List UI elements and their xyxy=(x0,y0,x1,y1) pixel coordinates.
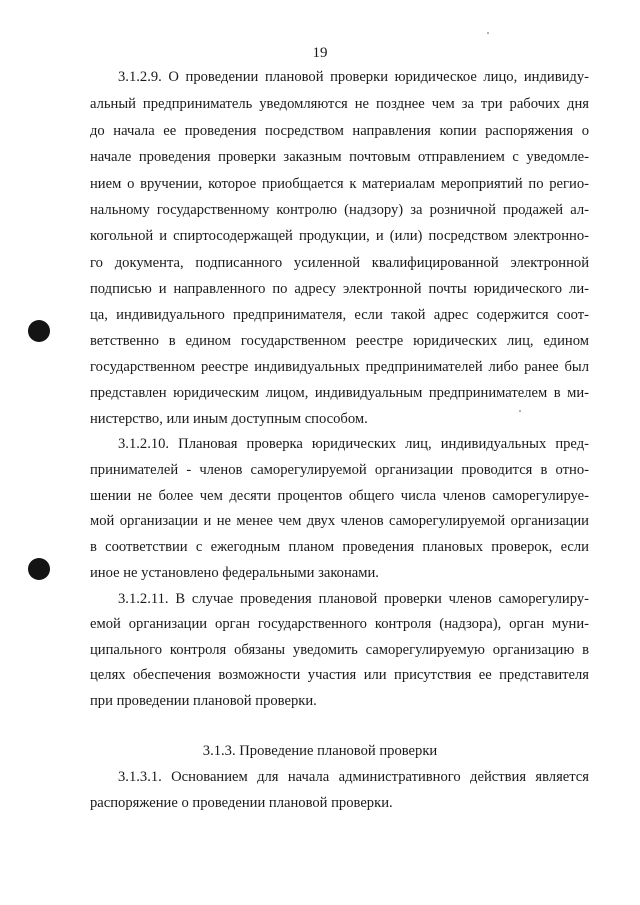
paragraph-line: го документа, подписанного усиленной квалифицированной электронной xyxy=(90,255,589,271)
paragraph-line: государственном реестре индивидуальных предпринимателей либо ранее был xyxy=(90,359,589,375)
paragraph-line: шении не более чем десяти процентов общего числа членов саморегулируе- xyxy=(90,488,589,504)
section-heading: 3.1.3. Проведение плановой проверки xyxy=(202,743,438,759)
paragraph-line: начале проведения проверки заказным почтовым отправлением с уведомле- xyxy=(90,149,589,165)
paragraph-line: мой организации и не менее чем двух членов саморегулируемой организации xyxy=(90,513,589,529)
scan-speck xyxy=(487,32,489,34)
paragraph-line: ципального контроля обязаны уведомить саморегулируемую организацию в xyxy=(90,642,589,658)
paragraph-line: иное не установлено федеральными законами. xyxy=(90,565,379,581)
paragraph-line: принимателей - членов саморегулируемой организации проводится в отно- xyxy=(90,462,589,478)
paragraph-line: ветственно в едином государственном реестре юридических лиц, едином xyxy=(90,333,589,349)
paragraph-line: ца, индивидуального предпринимателя, если такой адрес содержится соот- xyxy=(90,307,589,323)
paragraph-line: до начала ее проведения посредством направления копии распоряжения о xyxy=(90,123,589,139)
paragraph-line: альный предприниматель уведомляются не позднее чем за три рабочих дня xyxy=(90,96,589,112)
page-number: 19 xyxy=(312,45,328,61)
punch-hole-bottom xyxy=(28,558,50,580)
paragraph-line: в соответствии с ежегодным планом проведения плановых проверок, если xyxy=(90,539,589,555)
punch-hole-top xyxy=(28,320,50,342)
paragraph-line: 3.1.2.9. О проведении плановой проверки юридическое лицо, индивиду- xyxy=(118,69,589,85)
paragraph-line: 3.1.2.10. Плановая проверка юридических лиц, индивидуальных пред- xyxy=(118,436,589,452)
paragraph-line: целях обеспечения возможности участия или присутствия ее представителя xyxy=(90,667,589,683)
paragraph-line: распоряжение о проведении плановой проверки. xyxy=(90,795,393,811)
paragraph-line: 3.1.2.11. В случае проведения плановой проверки членов саморегулиру- xyxy=(118,591,589,607)
paragraph-line: 3.1.3.1. Основанием для начала административного действия является xyxy=(118,769,589,785)
paragraph-line: емой организации орган государственного контроля (надзора), орган муни- xyxy=(90,616,589,632)
paragraph-line: нистерство, или иным доступным способом. xyxy=(90,411,368,427)
paragraph-line: нием о вручении, которое приобщается к материалам мероприятий по регио- xyxy=(90,176,589,192)
paragraph-line: когольной и спиртосодержащей продукции, и (или) посредством электронно- xyxy=(90,228,589,244)
paragraph-line: нальному государственному контролю (надзору) за розничной продажей ал- xyxy=(90,202,589,218)
paragraph-line: представлен юридическим лицом, индивидуальным предпринимателем в ми- xyxy=(90,385,589,401)
paragraph-line: при проведении плановой проверки. xyxy=(90,693,317,709)
paragraph-line: подписью и направленного по адресу электронной почты юридического ли- xyxy=(90,281,589,297)
